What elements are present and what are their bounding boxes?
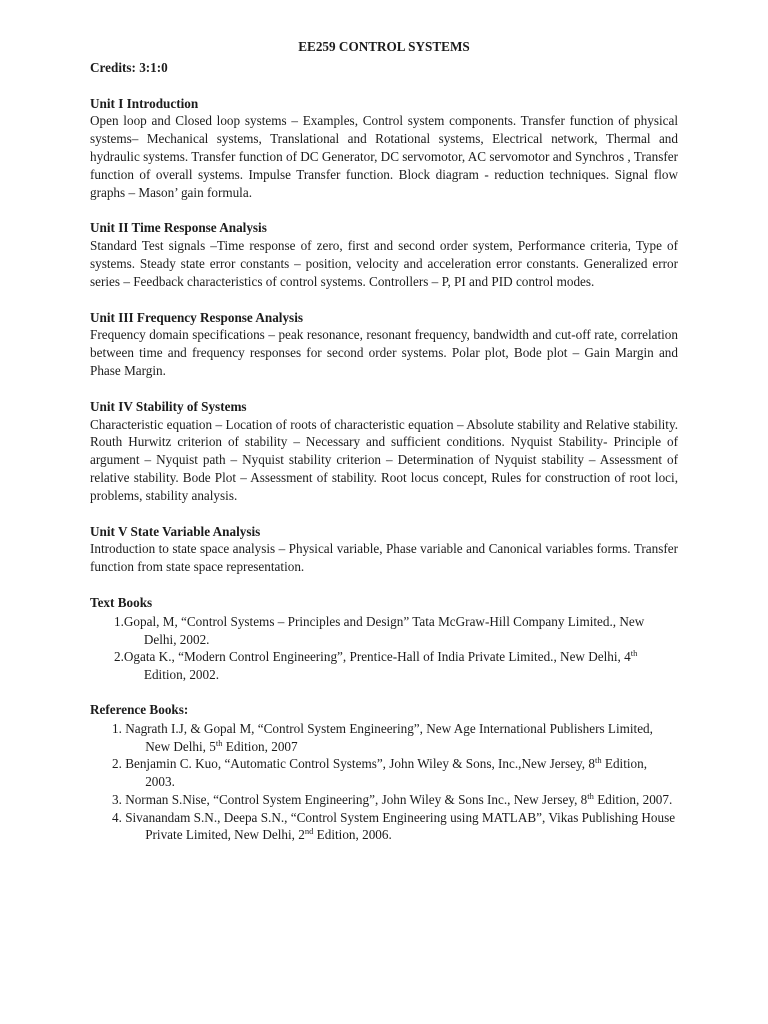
reference-book-item (112, 809, 678, 845)
ordinal-suffix: th (594, 755, 602, 766)
unit-2-body: Standard Test signals –Time response of zero, first and second order system, Performance criteria, Type of systems. Steady state error constants – position, velocity and acceleration error constants. Generalized error series – Feedback characteristics of control systems. Controllers – P, PI and PID control modes. (90, 238, 678, 289)
reference-book-item (112, 755, 678, 791)
unit-1-section (90, 95, 678, 202)
text-books-list (90, 613, 678, 684)
unit-3-section (90, 309, 678, 380)
book-citation: Ogata K., “Modern Control Engineering”, Prentice-Hall of India Private Limited., New Delhi, 4th Edition, 2002. (123, 648, 638, 683)
unit-3-heading: Unit III Frequency Response Analysis (90, 309, 303, 325)
text-books-heading: Text Books (90, 594, 153, 610)
book-citation: Gopal, M, “Control Systems – Principles and Design” Tata McGraw-Hill Company Limited., New Delhi, 2002. (123, 613, 645, 647)
book-citation: Norman S.Nise, “Control System Engineering”, John Wiley & Sons Inc., New Jersey, 8th Edition, 2007. (125, 790, 673, 807)
document-title: EE259 CONTROL SYSTEMS (298, 39, 470, 54)
unit-1-body: Open loop and Closed loop systems – Examples, Control system components. Transfer function of physical systems– Mechanical systems, Translational and Rotational systems, Electrical network, Thermal and hydraulic systems. Transfer function of DC Generator, DC servomotor, AC servomotor and Synchros , Transfer function of overall systems. Impulse Transfer function. Block diagram - reduction techniques. Signal flow graphs – Mason’ gain formula. (90, 113, 678, 200)
text-book-item (114, 613, 678, 649)
reference-books-heading: Reference Books: (90, 701, 189, 717)
unit-4-heading: Unit IV Stability of Systems (90, 398, 247, 414)
credits-line: Credits: 3:1:0 (90, 59, 168, 75)
ordinal-suffix: th (215, 737, 223, 748)
reference-book-item (112, 791, 678, 809)
unit-3-body: Frequency domain specifications – peak resonance, resonant frequency, bandwidth and cut-off rate, correlation between time and frequency responses for second order systems. Polar plot, Bode plot – Gain Margin and Phase Margin. (90, 327, 678, 378)
unit-5-heading: Unit V State Variable Analysis (90, 523, 261, 539)
book-citation: Sivanandam S.N., Deepa S.N., “Control System Engineering using MATLAB”, Vikas Publishing House Private Limited, New Delhi, 2nd Edition, 2006. (125, 809, 676, 843)
reference-book-item (112, 720, 678, 756)
unit-5-body: Introduction to state space analysis – Physical variable, Phase variable and Canonical variables forms. Transfer function from state space representation. (90, 541, 678, 575)
unit-1-heading: Unit I Introduction (90, 95, 199, 111)
book-citation: Benjamin C. Kuo, “Automatic Control Systems”, John Wiley & Sons, Inc.,New Jersey, 8th Edition, 2003. (125, 755, 648, 790)
text-book-item (114, 648, 678, 684)
list-number: 4. (112, 809, 126, 825)
unit-5-section (90, 523, 678, 576)
unit-2-heading: Unit II Time Response Analysis (90, 220, 267, 236)
unit-4-section (90, 398, 678, 505)
book-citation: Nagrath I.J, & Gopal M, “Control System Engineering”, New Age International Publishers Limited, New Delhi, 5th Edition, 2007 (125, 720, 653, 754)
list-number: 2. (112, 756, 126, 772)
ordinal-suffix: th (587, 790, 594, 801)
list-number: 2. (114, 649, 124, 665)
syllabus-page (90, 38, 678, 861)
list-number: 1. (112, 720, 126, 736)
unit-4-body: Characteristic equation – Location of roots of characteristic equation – Absolute stability and Relative stability. Routh Hurwitz criterion of stability – Necessary and sufficient conditions. Nyquist Stability- Principle of argument – Nyquist path – Nyquist stability criterion – Determination of Nyquist stability – Assessment of relative stability. Bode Plot – Assessment of stability. Root locus concept, Rules for construction of root loci, problems, stability analysis. (90, 416, 678, 503)
list-number: 3. (112, 791, 126, 807)
ordinal-suffix: nd (304, 826, 314, 837)
list-number: 1. (114, 613, 124, 629)
unit-2-section (90, 219, 678, 290)
reference-books-list (90, 720, 678, 845)
ordinal-suffix: th (630, 648, 638, 659)
